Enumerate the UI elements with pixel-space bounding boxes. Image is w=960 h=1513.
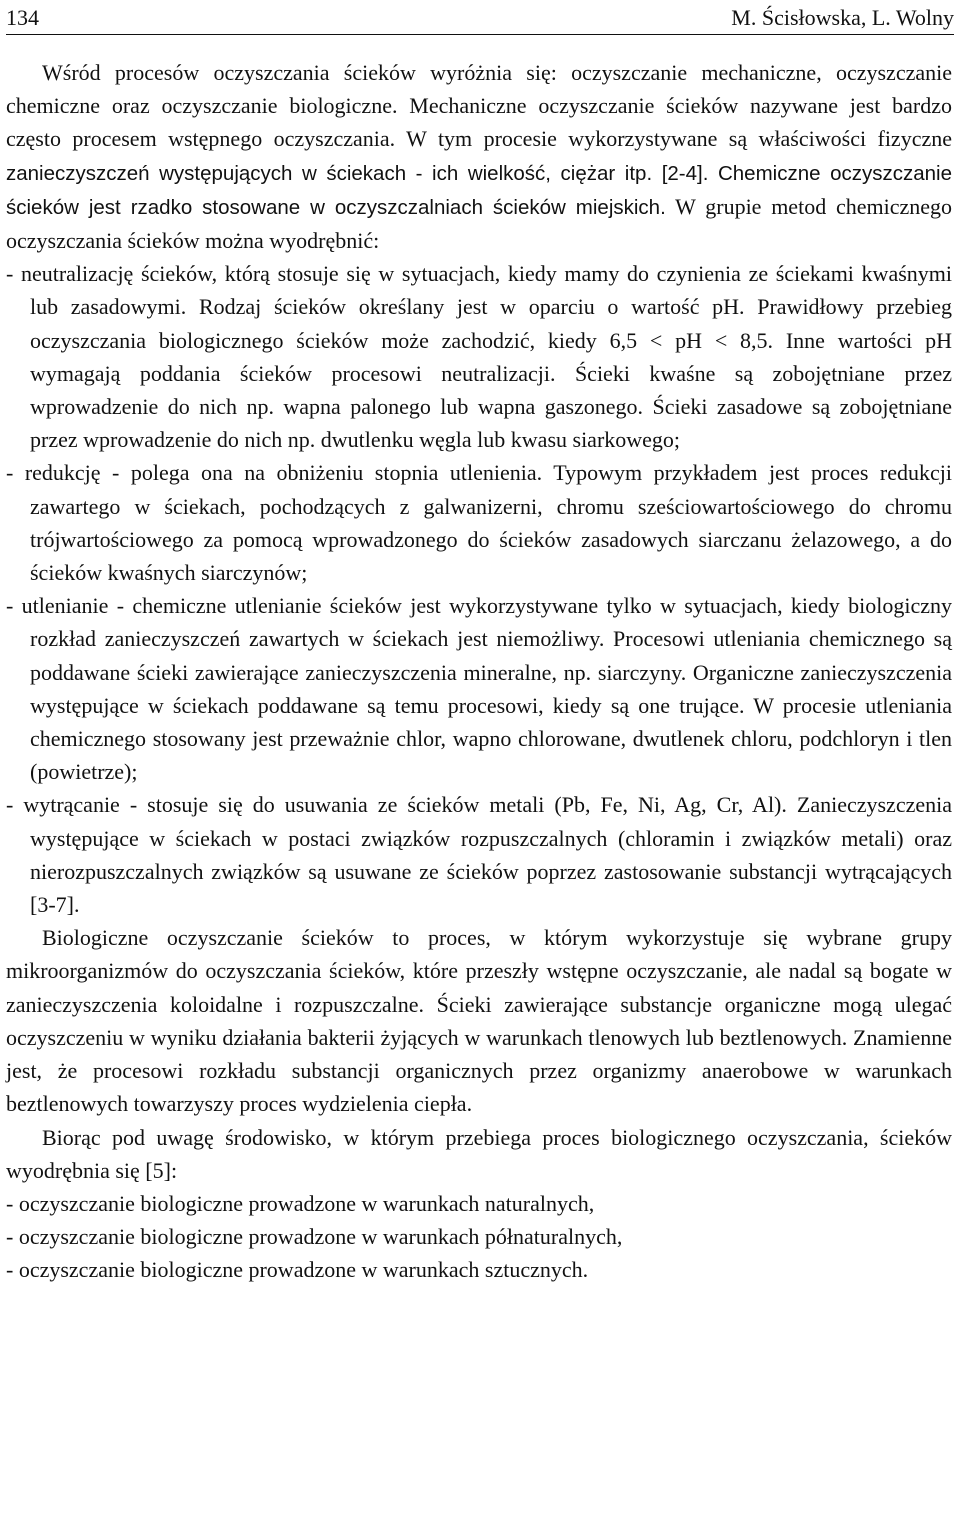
running-authors: M. Ścisłowska, L. Wolny — [731, 5, 954, 30]
paragraph-environment: Biorąc pod uwagę środowisko, w którym przebiega proces biologicznego oczyszczania, ścieków wyodrębnia się [5]: — [6, 1124, 952, 1183]
paragraph-text-sans: zanieczyszczeń występujących w ściekach - ich wielkość, ciężar itp. [2-4]. Chemiczne oczyszczanie ścieków jest rzadko stosowane w oczyszczalniach ścieków miejskich. — [6, 161, 952, 219]
list-item-oxidation: - utlenianie - chemiczne utlenianie ścieków jest wykorzystywane tylko w sytuacjach, kiedy biologiczny rozkład zanieczyszczeń zawartych w ściekach jest niemożliwy. Procesowi utleniania chemicznego są poddawane ścieki zawierające zanieczyszczenia mineralne, np. siarczyny. Organiczne zanieczyszczenia występujące w ściekach poddawane są temu procesowi, kiedy są one trujące. W procesie utleniania chemicznego stosowany jest przeważnie chlor, wapno chlorowane, dwutlenek chloru, podchloryn i tlen (powietrze); — [6, 593, 952, 785]
list-item-artificial: - oczyszczanie biologiczne prowadzone w warunkach sztucznych. — [6, 1257, 589, 1283]
list-item-reduction: - redukcję - polega ona na obniżeniu stopnia utlenienia. Typowym przykładem jest proces redukcji zawartego w ściekach, pochodzących z galwanizerni, chromu sześciowartościowego do chromu trójwartościowego za pomocą wprowadzonego do ścieków zasadowych siarczanu żelazowego, a do ścieków kwaśnych siarczynów; — [6, 460, 952, 586]
page-number: 134 — [6, 5, 39, 30]
paragraph-text-serif: Wśród procesów oczyszczania ścieków wyróżnia się: oczyszczanie mechaniczne, oczyszczanie chemiczne oraz oczyszczanie biologiczne. Mechaniczne oczyszczanie ścieków nazywane jest bardzo często procesem wstępnego oczyszczania. W tym procesie wykorzystywane są właściwości fizyczne — [6, 60, 952, 152]
list-item-natural: - oczyszczanie biologiczne prowadzone w warunkach naturalnych, — [6, 1190, 595, 1216]
paragraph-text-serif-tail: W grupie metod chemicznego oczyszczania ścieków można wyodrębnić: — [6, 193, 952, 254]
list-item-neutralization — [6, 257, 952, 456]
list-item-text-rest: Rodzaj ścieków określany jest w oparciu o wartość pH. Prawidłowy przebieg oczyszczania biologicznego ścieków może zachodzić, kiedy 6,5 < pH < 8,5. Inne wartości pH wymagają poddania ścieków procesowi neutralizacji. Ścieki kwaśne są zobojętniane przez wprowadzenie do nich np. wapna palonego lub wapna gaszonego. Ścieki zasadowe są zobojętniane przez wprowadzenie do nich np. dwutlenku węgla lub kwasu siarkowego; — [30, 294, 952, 453]
paragraph-methods-overview — [6, 56, 952, 257]
list-item-text-lead: - neutralizację ścieków, którą stosuje się w sytuacjach, kiedy mamy do czynienia ze ściekami kwaśnymi lub zasadowymi. — [6, 261, 952, 320]
list-item-seminatural: - oczyszczanie biologiczne prowadzone w warunkach półnaturalnych, — [6, 1224, 623, 1250]
body-text — [6, 56, 952, 1287]
paragraph-biological: Biologiczne oczyszczanie ścieków to proces, w którym wykorzystuje się wybrane grupy mikroorganizmów do oczyszczania ścieków, które przeszły wstępne oczyszczanie, ale nadal są bogate w zanieczyszczenia koloidalne i rozpuszczalne. Ścieki zawierające substancje organiczne mogą ulegać oczyszczeniu w wyniku działania bakterii żyjących w warunkach tlenowych lub beztlenowych. Znamienne jest, że procesowi rozkładu substancji organicznych przez organizmy anaerobowe w warunkach beztlenowych towarzyszy proces wydzielenia ciepła. — [6, 925, 952, 1117]
list-item-precipitation: - wytrącanie - stosuje się do usuwania ze ścieków metali (Pb, Fe, Ni, Ag, Cr, Al). Zanieczyszczenia występujące w ściekach w postaci związków rozpuszczalnych (chloramin i związków metali) oraz nierozpuszczalnych związków są usuwane ze ścieków poprzez zastosowanie substancji wytrącających [3-7]. — [6, 792, 952, 918]
running-header — [6, 2, 954, 35]
